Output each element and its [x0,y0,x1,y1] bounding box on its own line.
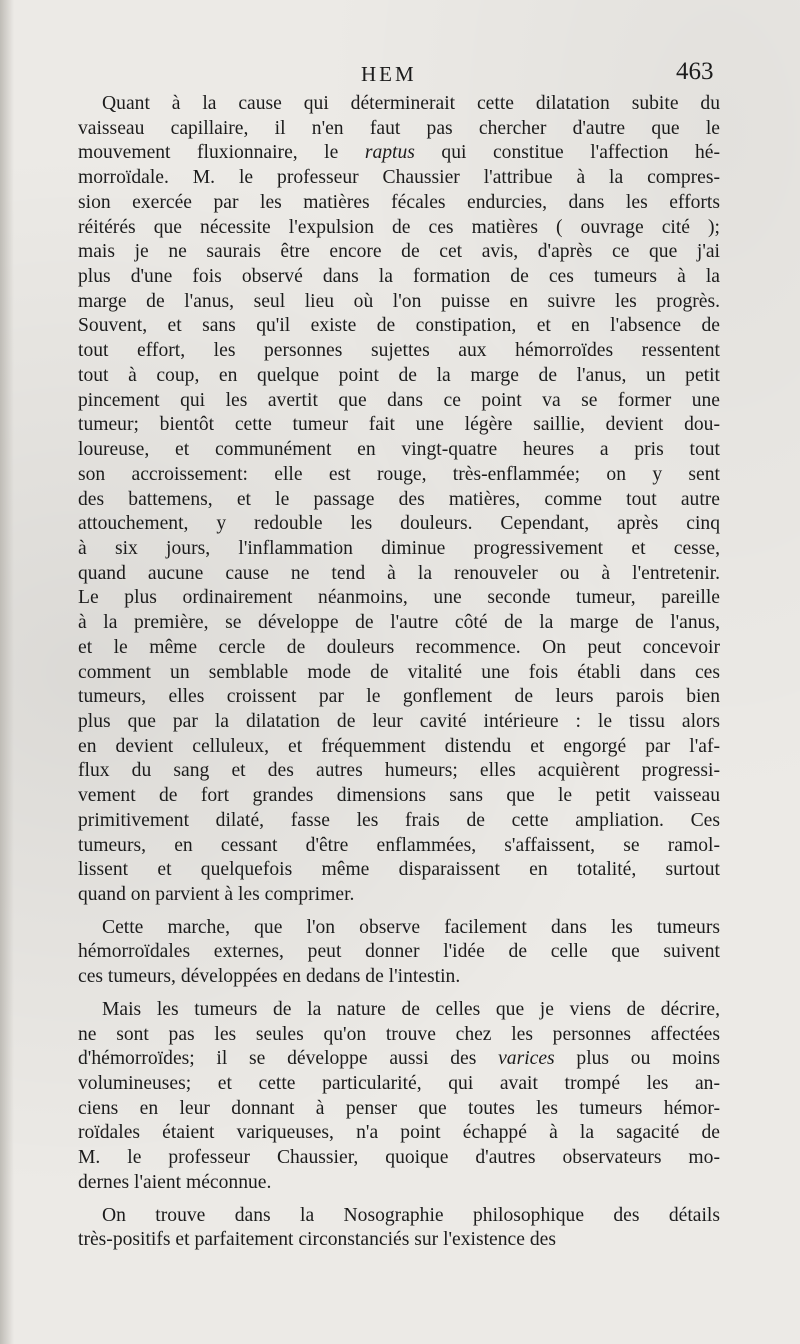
text-line: quand on parvient à les comprimer. [78,884,355,905]
text-line: vement de fort grandes dimensions sans que le petit vaisseau [78,785,720,807]
paragraph [78,998,720,1196]
page-header [0,58,800,92]
text-line: tout effort, les personnes sujettes aux hémorroïdes ressentent [78,340,720,362]
text-line: Le plus ordinairement néanmoins, une seconde tumeur, pareille [78,587,720,609]
text-line: mouvement fluxionnaire, le raptus qui constitue l'affection hé- [78,142,720,164]
paragraph-gap [78,1196,720,1204]
text-line: Quant à la cause qui déterminerait cette dilatation subite du [102,93,720,114]
text-line: tumeurs, en cessant d'être enflammées, s'affaissent, se ramol- [78,834,720,856]
text-line: réitérés que nécessite l'expulsion de ces matières ( ouvrage cité ); [78,216,720,238]
text-line: marge de l'anus, seul lieu où l'on puisse en suivre les progrès. [78,290,720,312]
page-number: 463 [676,58,714,85]
body-text [78,92,720,1253]
text-line: On trouve dans la Nosographie philosophique des détails [102,1204,720,1226]
text-line: ces tumeurs, développées en dedans de l'intestin. [78,966,461,988]
text-line: primitivement dilaté, fasse les frais de cette ampliation. Ces [78,809,720,831]
text-line: plus d'une fois observé dans la formation de ces tumeurs à la [78,266,720,288]
text-line: tumeurs, elles croissent par le gonflement de leurs parois bien [78,686,720,708]
text-line: lissent et quelquefois même disparaissent en totalité, surtout [78,859,720,881]
paragraph-gap [78,908,720,916]
paragraph [78,1204,720,1253]
text-line: très-positifs et parfaitement circonstanciés sur l'existence des [78,1229,556,1251]
running-head: HEM [361,62,417,86]
text-line: d'hémorroïdes; il se développe aussi des varices plus ou moins [78,1048,720,1070]
text-line: morroïdale. M. le professeur Chaussier l'attribue à la compres- [78,167,720,189]
text-line: ne sont pas les seules qu'on trouve chez les personnes affectées [78,1023,720,1045]
text-line: dernes l'aient méconnue. [78,1171,272,1193]
text-line: Cette marche, que l'on observe facilement dans les tumeurs [102,916,720,938]
paragraph [78,916,720,990]
text-line: Souvent, et sans qu'il existe de constipation, et en l'absence de [78,315,720,337]
page-gutter-shadow [0,0,14,1344]
text-line: plus que par la dilatation de leur cavité intérieure : le tissu alors [78,710,720,732]
text-line: loureuse, et communément en vingt-quatre heures a pris tout [78,439,720,461]
text-line: roïdales étaient variqueuses, n'a point échappé à la sagacité de [78,1122,720,1144]
text-line: comment un semblable mode de vitalité une fois établi dans ces [78,661,720,683]
text-line: hémorroïdales externes, peut donner l'idée de celle que suivent [78,941,720,963]
text-line: attouchement, y redouble les douleurs. Cependant, après cinq [78,513,720,535]
text-line: pincement qui les avertit que dans ce point va se former une [78,389,720,411]
text-line: quand aucune cause ne tend à la renouveler ou à l'entretenir. [78,562,720,584]
text-line: tumeur; bientôt cette tumeur fait une légère saillie, devient dou- [78,414,720,436]
text-line: et le même cercle de douleurs recommence. On peut concevoir [78,636,720,658]
text-line: flux du sang et des autres humeurs; elles acquièrent progressi- [78,760,720,782]
text-line: ciens en leur donnant à penser que toutes les tumeurs hémor- [78,1097,720,1119]
paragraph-gap [78,990,720,998]
text-line: volumineuses; et cette particularité, qui avait trompé les an- [78,1073,720,1095]
text-line: en devient celluleux, et fréquemment distendu et engorgé par l'af- [78,735,720,757]
text-line: des battemens, et le passage des matières, comme tout autre [78,488,720,510]
text-line: son accroissement: elle est rouge, très-enflammée; on y sent [78,463,720,485]
text-line: mais je ne saurais être encore de cet avis, d'après ce que j'ai [78,241,720,263]
text-line: M. le professeur Chaussier, quoique d'autres observateurs mo- [78,1147,720,1169]
text-line: tout à coup, en quelque point de la marge de l'anus, un petit [78,364,720,386]
text-line: vaisseau capillaire, il n'en faut pas chercher d'autre que le [78,117,720,139]
text-line: sion exercée par les matières fécales endurcies, dans les efforts [78,191,720,213]
text-line: à six jours, l'inflammation diminue progressivement et cesse, [78,537,720,559]
paragraph [78,92,720,908]
text-line: à la première, se développe de l'autre côté de la marge de l'anus, [78,612,720,634]
text-line: Mais les tumeurs de la nature de celles que je viens de décrire, [102,998,720,1020]
